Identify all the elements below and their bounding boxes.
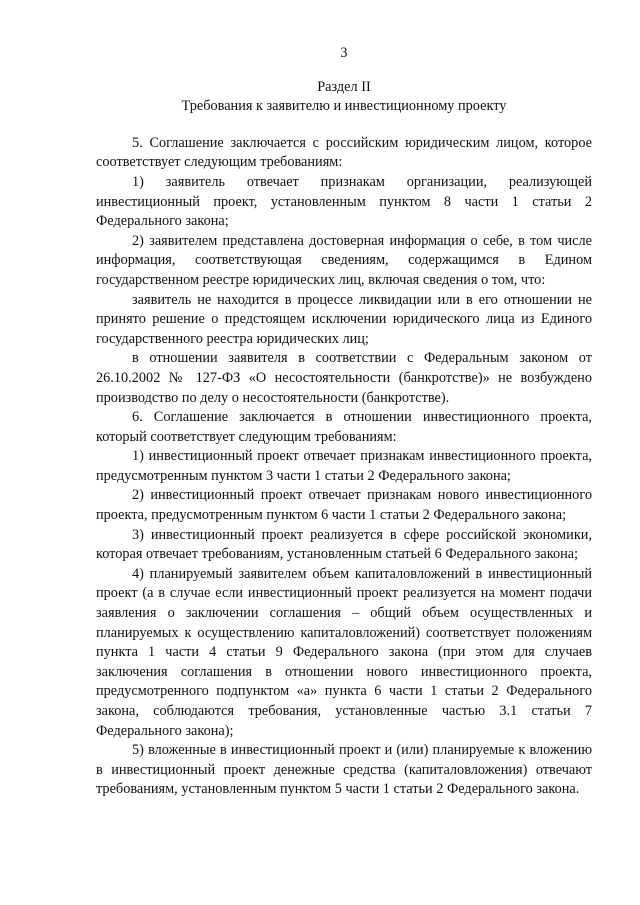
document-body	[96, 134, 592, 800]
paragraph-6-item-2: 2) инвестиционный проект отвечает признакам нового инвестиционного проекта, предусмотренным пунктом 6 части 1 статьи 2 Федерального закона;	[96, 487, 592, 524]
paragraph-5-item-2-clause-1: заявитель не находится в процессе ликвидации или в его отношении не принято решение о предстоящем исключении юридического лица из Единого государственного реестра юридических лиц;	[96, 291, 592, 347]
paragraph-6-item-4: 4) планируемый заявителем объем капиталовложений в инвестиционный проект (а в случае если инвестиционный проект реализуется на момент подачи заявления о заключении соглашения – общий объем осуществленных и планируемых к осуществлению капиталовложений) соответствует положениям пункта 1 части 4 статьи 9 Федерального закона (при этом для случаев заключения соглашения в отношении нового инвестиционного проекта, предусмотренного подпунктом «а» пункта 6 части 1 статьи 2 Федерального закона, соблюдаются требования, установленные частью 3.1 статьи 7 Федерального закона);	[96, 565, 592, 739]
paragraph-5: 5. Соглашение заключается с российским юридическим лицом, которое соответствует следующим требованиям:	[96, 134, 592, 171]
paragraph-6-item-1: 1) инвестиционный проект отвечает признакам инвестиционного проекта, предусмотренным пунктом 3 части 1 статьи 2 Федерального закона;	[96, 448, 592, 484]
page-number: 3	[340, 45, 348, 61]
paragraph-6-item-5: 5) вложенные в инвестиционный проект и (или) планируемые к вложению в инвестиционный проект денежные средства (капиталовложения) отвечают требованиям, установленным пунктом 5 части 1 статьи 2 Федерального закона.	[96, 742, 592, 798]
paragraph-6: 6. Соглашение заключается в отношении инвестиционного проекта, который соответствует следующим требованиям:	[96, 409, 592, 445]
paragraph-6-item-3: 3) инвестиционный проект реализуется в сфере российской экономики, которая отвечает требованиям, установленным статьей 6 Федерального закона;	[96, 526, 592, 563]
section-heading: Раздел II	[317, 78, 371, 95]
paragraph-5-item-2: 2) заявителем представлена достоверная информация о себе, в том числе информация, соответствующая сведениям, содержащимся в Едином государственном реестре юридических лиц, включая сведения о том, что:	[96, 232, 592, 288]
paragraph-5-item-1: 1) заявитель отвечает признакам организации, реализующей инвестиционный проект, установленным пунктом 8 части 1 статьи 2 Федерального закона;	[96, 173, 592, 230]
section-title: Требования к заявителю и инвестиционному проекту	[181, 98, 507, 115]
paragraph-5-item-2-clause-2: в отношении заявителя в соответствии с Федеральным законом от 26.10.2002 № 127-ФЗ «О несостоятельности (банкротстве)» не возбуждено производство по делу о несостоятельности (банкротстве).	[96, 350, 592, 406]
